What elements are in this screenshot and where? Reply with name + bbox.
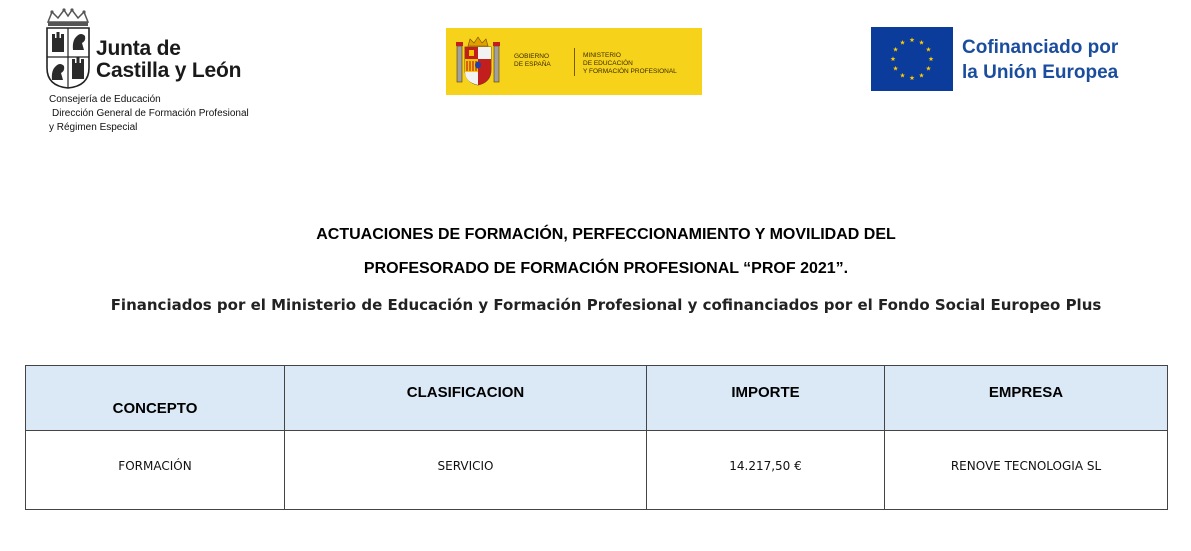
jcyl-name-line2: Castilla y León	[96, 59, 242, 82]
eu-star-icon	[926, 66, 931, 71]
gobierno-logo	[446, 28, 702, 95]
gobierno-divider	[574, 48, 575, 76]
funding-table	[25, 365, 1168, 510]
spain-coat-of-arms-icon	[456, 36, 500, 88]
table-row	[26, 431, 1168, 510]
eu-star-icon	[893, 66, 898, 71]
gobierno-line1: GOBIERNO	[514, 53, 550, 60]
document-subtitle: Financiados por el Ministerio de Educación y Formación Profesional y cofinanciados por el Fondo Social Europeo Plus	[110, 296, 1102, 314]
eu-star-icon	[893, 47, 898, 52]
header-concepto: CONCEPTO	[26, 366, 285, 431]
jcyl-dept-line2: Dirección General de Formación Profesional	[52, 108, 249, 119]
jcyl-dept-line1: Consejería de Educación	[49, 94, 161, 105]
jcyl-department	[49, 93, 249, 135]
jcyl-logo	[44, 8, 284, 138]
eu-star-icon	[900, 73, 905, 78]
header-importe: IMPORTE	[647, 366, 885, 431]
document-title-line1: ACTUACIONES DE FORMACIÓN, PERFECCIONAMIENTO Y MOVILIDAD DEL	[316, 226, 896, 243]
ministerio-line3: Y FORMACIÓN PROFESIONAL	[583, 68, 677, 75]
eu-star-icon	[910, 75, 915, 80]
document-title-line2: PROFESORADO DE FORMACIÓN PROFESIONAL “PROF 2021”.	[363, 260, 849, 277]
eu-star-icon	[919, 73, 924, 78]
cell-empresa: RENOVE TECNOLOGIA SL	[885, 431, 1168, 510]
gobierno-line2: DE ESPAÑA	[514, 61, 551, 68]
jcyl-dept-line3: y Régimen Especial	[49, 122, 138, 133]
jcyl-name-line1: Junta de	[96, 37, 181, 60]
eu-flag-icon	[871, 27, 953, 91]
eu-star-icon	[910, 37, 915, 42]
header-clasificacion: CLASIFICACION	[285, 366, 647, 431]
cell-clasificacion: SERVICIO	[285, 431, 647, 510]
jcyl-name	[96, 38, 241, 82]
eu-star-icon	[926, 47, 931, 52]
ministerio-line2: DE EDUCACIÓN	[583, 60, 633, 67]
eu-logo	[871, 27, 1131, 91]
eu-star-icon	[900, 40, 905, 45]
ministerio-text	[583, 52, 677, 76]
cell-importe: 14.217,50 €	[647, 431, 885, 510]
eu-line2: la Unión Europea	[962, 62, 1119, 83]
eu-star-icon	[919, 40, 924, 45]
castilla-leon-crest-icon	[44, 8, 92, 90]
eu-star-icon	[891, 56, 896, 61]
eu-line1: Cofinanciado por	[962, 37, 1119, 58]
table-header-row	[26, 366, 1168, 431]
eu-text	[962, 35, 1118, 85]
eu-star-icon	[929, 56, 934, 61]
gobierno-text	[514, 53, 551, 69]
header-empresa: EMPRESA	[885, 366, 1168, 431]
ministerio-line1: MINISTERIO	[583, 52, 621, 59]
cell-concepto: FORMACIÓN	[26, 431, 285, 510]
